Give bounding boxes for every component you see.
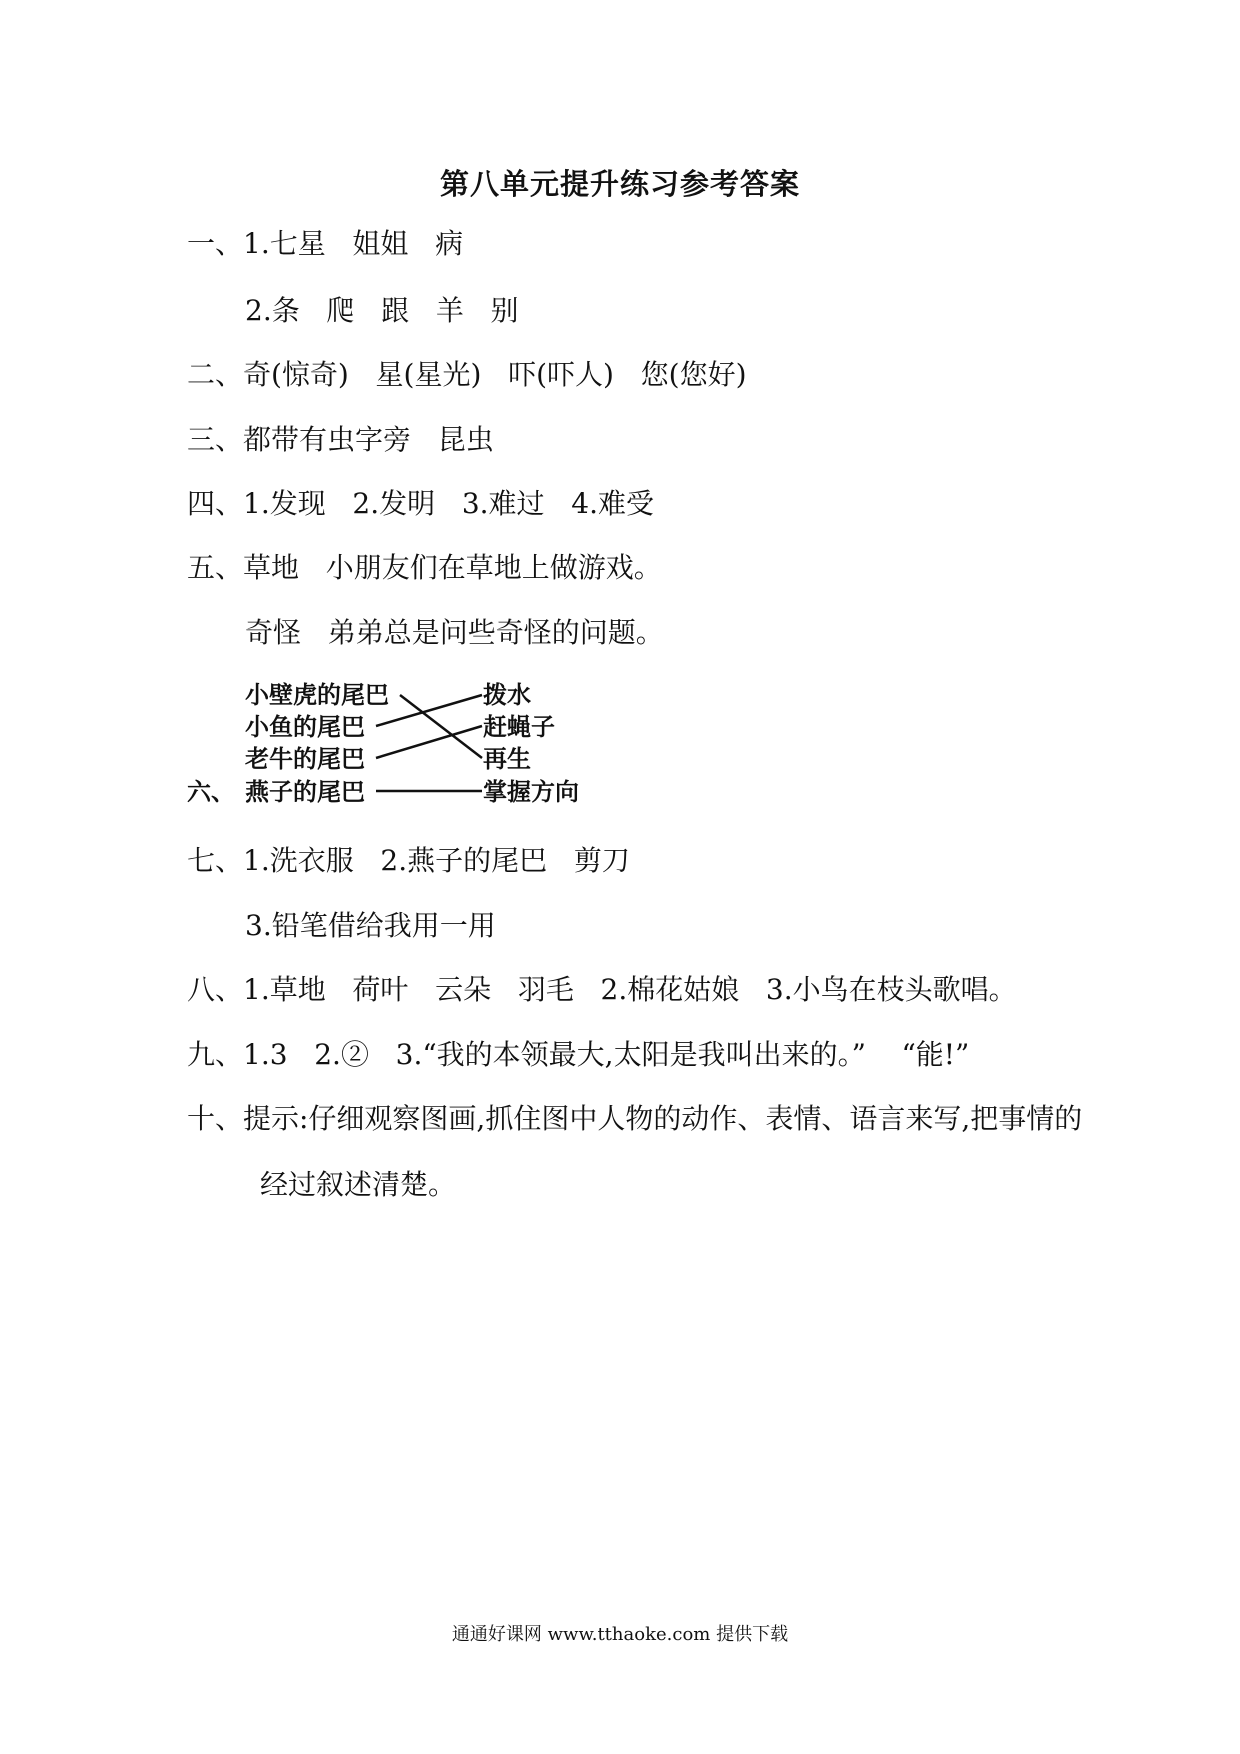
answer-7: 七、1.洗衣服 2.燕子的尾巴 剪刀 xyxy=(187,844,630,877)
matching-label: 六、 xyxy=(187,778,235,806)
answer-9: 九、1.3 2.② 3.“我的本领最大,太阳是我叫出来的。” “能!” xyxy=(187,1038,970,1071)
match-left-3: 老牛的尾巴 xyxy=(245,745,365,773)
answer-2: 二、奇(惊奇) 星(星光) 吓(吓人) 您(您好) xyxy=(187,358,747,391)
match-right-4: 掌握方向 xyxy=(483,778,579,806)
answer-8: 八、1.草地 荷叶 云朵 羽毛 2.棉花姑娘 3.小鸟在枝头歌唱。 xyxy=(187,973,1017,1006)
answer-7-2: 3.铅笔借给我用一用 xyxy=(245,909,496,942)
match-line-3 xyxy=(376,726,482,758)
footer-credit: 通通好课网 www.tthaoke.com 提供下载 xyxy=(451,1624,789,1645)
match-right-2: 赶蝇子 xyxy=(483,713,555,741)
answer-10-2: 经过叙述清楚。 xyxy=(260,1168,457,1201)
answer-5-2: 奇怪 弟弟总是问些奇怪的问题。 xyxy=(245,616,664,649)
answer-1: 一、1.七星 姐姐 病 xyxy=(187,227,464,260)
page-title: 第八单元提升练习参考答案 xyxy=(439,167,800,201)
match-left-4: 燕子的尾巴 xyxy=(245,778,365,806)
match-right-1: 拨水 xyxy=(483,681,531,709)
match-right-3: 再生 xyxy=(483,745,531,773)
answer-1-2: 2.条 爬 跟 羊 别 xyxy=(245,294,519,327)
answer-10: 十、提示:仔细观察图画,抓住图中人物的动作、表情、语言来写,把事情的 xyxy=(187,1102,1083,1135)
match-line-2 xyxy=(376,695,482,726)
answer-3: 三、都带有虫字旁 昆虫 xyxy=(187,423,494,456)
match-left-2: 小鱼的尾巴 xyxy=(245,713,365,741)
answer-5: 五、草地 小朋友们在草地上做游戏。 xyxy=(187,551,662,584)
match-line-1 xyxy=(400,695,482,758)
answer-4: 四、1.发现 2.发明 3.难过 4.难受 xyxy=(187,487,654,520)
match-left-1: 小壁虎的尾巴 xyxy=(245,681,389,709)
